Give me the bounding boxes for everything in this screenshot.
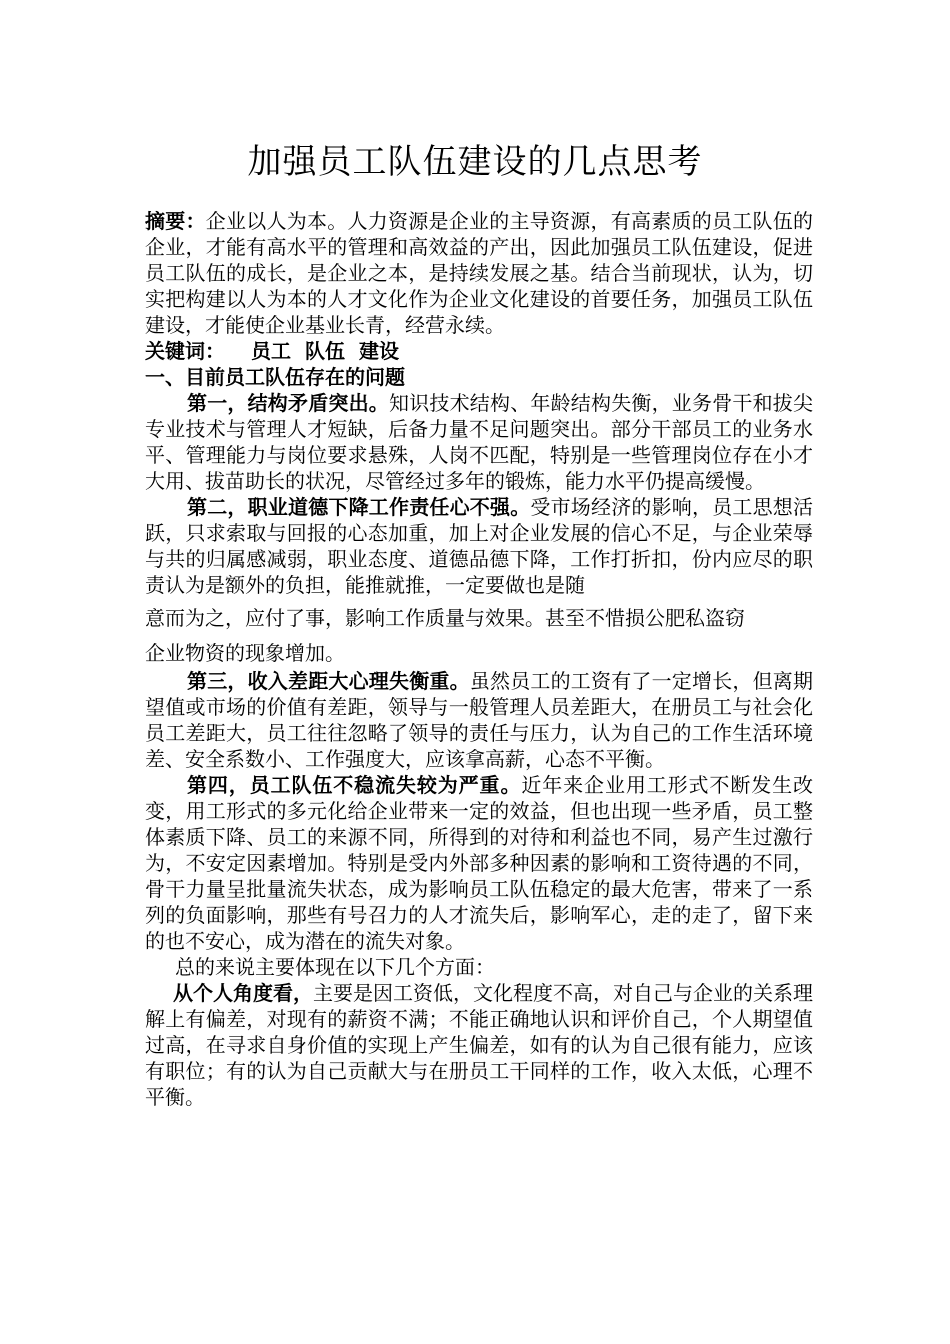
keyword-item: 员工 — [251, 339, 291, 363]
document-title: 加强员工队伍建设的几点思考 — [247, 142, 703, 182]
paragraph-text: 知识技术结构、年龄结构失衡，业务骨干和拔尖专业技术与管理人才短缺，后备力量不足问题突出。部分干部员工的业务水平、管理能力与岗位要求悬殊，人岗不匹配，特别是一些管理岗位存在小才大用、拔苗助长的状况，尽管经过多年的锻炼，能力水平仍提高缓慢。 — [145, 391, 813, 493]
abstract-label: 摘要： — [145, 209, 206, 233]
paragraph-ethics — [145, 494, 813, 598]
paragraph-text: 近年来企业用工形式不断发生改变，用工形式的多元化给企业带来一定的效益，但也出现一些矛盾，员工整体素质下降、员工的来源不同，所得到的对待和利益也不同，易产生过激行为，不安定因素增加。特别是受内外部多种因素的影响和工资待遇的不同，骨干力量呈批量流失状态，成为影响员工队伍稳定的最大危害，带来了一系列的负面影响，那些有号召力的人才流失后，影响军心，走的走了，留下来的也不安心，成为潜在的流失对象。 — [145, 773, 814, 953]
abstract-text: 企业以人为本。人力资源是企业的主导资源，有高素质的员工队伍的企业，才能有高水平的管理和高效益的产出，因此加强员工队伍建设，促进员工队伍的成长，是企业之本，是持续发展之基。结合当前现状，认为，切实把构建以人为本的人才文化作为企业文化建设的首要任务，加强员工队伍建设，才能使企业基业长青，经营永续。 — [145, 209, 813, 337]
keywords-line — [145, 338, 813, 364]
paragraph-lead: 从个人角度看， — [173, 981, 313, 1005]
keywords-label: 关键词： — [145, 339, 225, 363]
paragraph-structure — [145, 390, 813, 494]
paragraph-income — [145, 668, 813, 772]
paragraph-lead: 第三，收入差距大心理失衡重。 — [187, 669, 470, 693]
summary-line: 总的来说主要体现在以下几个方面： — [175, 955, 495, 979]
paragraph-ethics-end: 企业物资的现象增加。 — [145, 641, 345, 665]
document-body — [145, 208, 813, 1110]
paragraph-ethics-cont: 意而为之，应付了事，影响工作质量与效果。甚至不惜损公肥私盗窃 — [145, 606, 745, 630]
paragraph-text: 虽然员工的工资有了一定增长，但离期望值或市场的价值有差距，领导与一般管理人员差距大，在册员工与社会化员工差距大，员工往往忽略了领导的责任与压力，认为自己的工作生活环境差、安全系数小、工作强度大，应该拿高薪，心态不平衡。 — [145, 669, 814, 771]
keyword-item: 建设 — [359, 339, 399, 363]
section-heading: 一、目前员工队伍存在的问题 — [145, 365, 405, 389]
paragraph-individual — [145, 980, 813, 1110]
paragraph-lead: 第一，结构矛盾突出。 — [187, 391, 389, 415]
paragraph-turnover — [145, 772, 813, 954]
paragraph-text: 主要是因工资低，文化程度不高，对自己与企业的关系理解上有偏差，对现有的薪资不满；不能正确地认识和评价自己，个人期望值过高，在寻求自身价值的实现上产生偏差，如有的认为自己很有能力，应该有职位；有的认为自己贡献大与在册员工干同样的工作，收入太低，心理不平衡。 — [145, 981, 813, 1109]
abstract-paragraph — [145, 208, 813, 338]
keyword-item: 队伍 — [305, 339, 345, 363]
paragraph-text: 受市场经济的影响，员工思想活跃，只求索取与回报的心态加重，加上对企业发展的信心不足，与企业荣辱与共的归属感减弱，职业态度、道德品德下降，工作打折扣，份内应尽的职责认为是额外的负担，能推就推，一定要做也是随 — [145, 495, 814, 597]
paragraph-lead: 第四，员工队伍不稳流失较为严重。 — [187, 773, 522, 797]
paragraph-lead: 第二，职业道德下降工作责任心不强。 — [187, 495, 531, 519]
